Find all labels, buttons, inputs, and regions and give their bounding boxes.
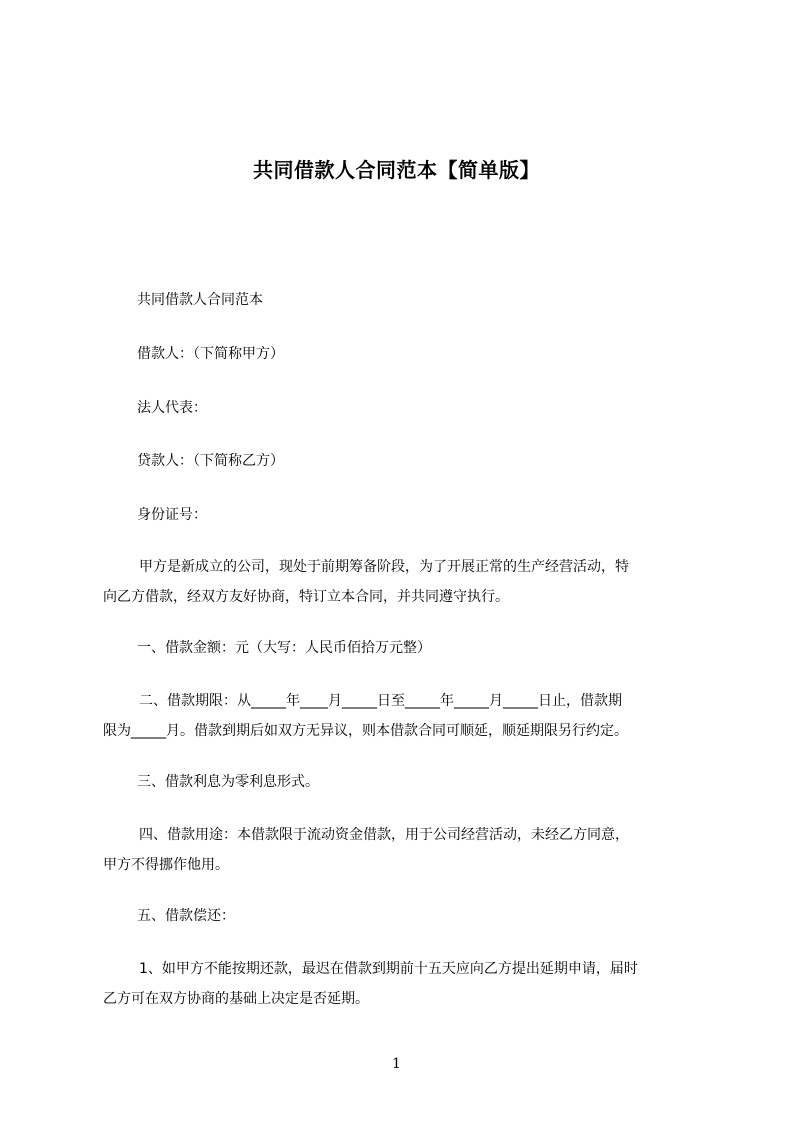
paragraph-legal-representative	[103, 393, 703, 423]
text-line: 四、借款用途：本借款限于流动资金借款，用于公司经营活动，未经乙方同意，	[139, 827, 629, 843]
paragraph-clause-repayment-1	[103, 954, 703, 1014]
paragraph-clause-term	[103, 686, 703, 746]
paragraph-clause-repayment	[103, 901, 703, 931]
paragraph-clause-interest	[103, 767, 703, 797]
text-line: 乙方可在双方协商的基础上决定是否延期。	[103, 991, 369, 1007]
paragraph-clause-purpose	[103, 820, 703, 880]
text-line: 向乙方借款，经双方友好协商，特订立本合同，并共同遵守执行。	[103, 589, 509, 605]
text-line: 借款人：（下简称甲方）	[137, 346, 284, 362]
paragraph-lender	[103, 446, 703, 476]
text-line: 贷款人：（下简称乙方）	[137, 453, 284, 469]
paragraph-clause-amount	[103, 633, 703, 663]
text-line: 身份证号：	[137, 507, 207, 523]
text-line: 甲方不得挪作他用。	[103, 857, 229, 873]
paragraph-introduction	[103, 552, 703, 612]
paragraph-borrower	[103, 339, 703, 369]
paragraph-contract-subtitle	[103, 285, 703, 315]
document-title: 共同借款人合同范本【简单版】	[253, 158, 540, 183]
page-number: 1	[392, 1056, 401, 1072]
text-line: 甲方是新成立的公司，现处于前期筹备阶段，为了开展正常的生产经营活动，特	[139, 559, 629, 575]
text-line: 一、借款金额：元（大写：人民币佰拾万元整）	[137, 640, 431, 656]
text-line: 五、借款偿还：	[137, 908, 235, 924]
text-line: 法人代表：	[137, 400, 207, 416]
text-line: 限为_____月。借款到期后如双方无异议，则本借款合同可顺延，顺延期限另行约定。	[103, 723, 628, 739]
text-line: 共同借款人合同范本	[137, 292, 263, 308]
text-line: 二、借款期限：从_____年____月_____日至_____年_____月_____日止，借款期	[139, 693, 622, 709]
text-line: 1、如甲方不能按期还款，最迟在借款到期前十五天应向乙方提出延期申请，届时	[139, 961, 638, 977]
text-line: 三、借款利息为零利息形式。	[137, 774, 319, 790]
paragraph-id-number	[103, 500, 703, 530]
